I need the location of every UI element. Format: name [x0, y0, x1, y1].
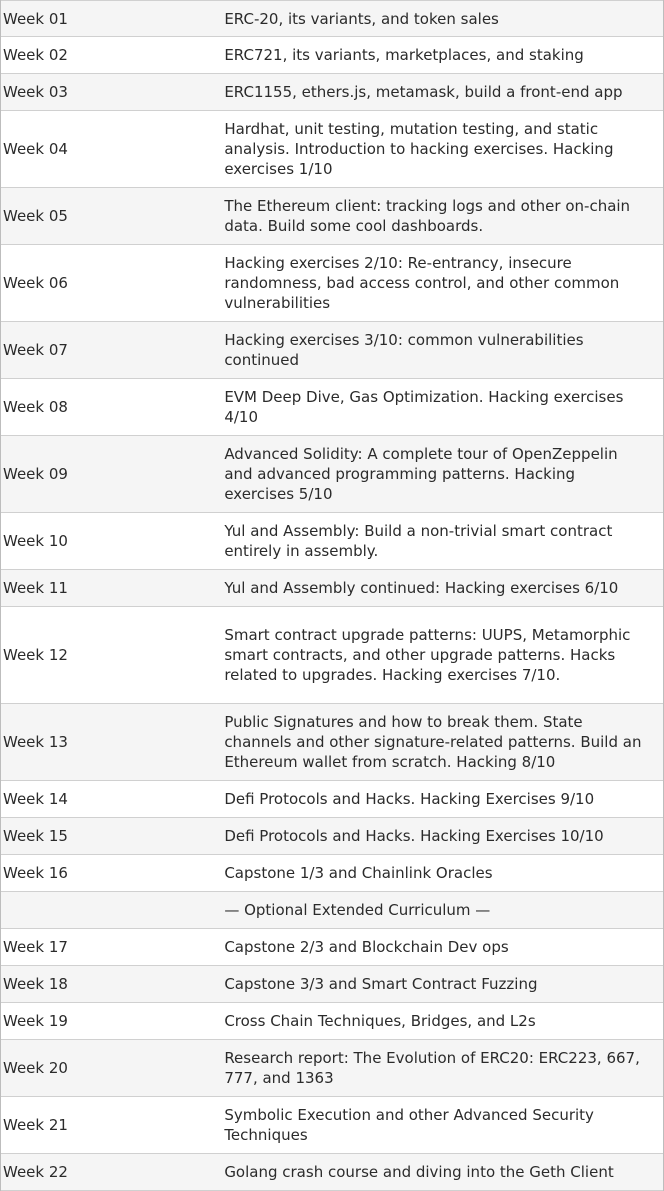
week-cell: Week 22	[3, 1163, 68, 1181]
table-row	[1, 245, 663, 322]
topic-cell: Smart contract upgrade patterns: UUPS, Metamorphic smart contracts, and other upgrade patterns. Hacks related to upgrades. Hacking exercises 7/10.	[224, 626, 631, 684]
table-row	[1, 1040, 663, 1097]
table-row	[1, 0, 663, 37]
topic-cell: Defi Protocols and Hacks. Hacking Exercises 10/10	[224, 827, 604, 845]
week-cell: Week 17	[3, 938, 68, 956]
topic-cell: Symbolic Execution and other Advanced Security Techniques	[224, 1106, 594, 1144]
topic-cell: Yul and Assembly continued: Hacking exercises 6/10	[224, 579, 619, 597]
topic-cell: Capstone 3/3 and Smart Contract Fuzzing	[224, 975, 538, 993]
topic-cell: Hacking exercises 2/10: Re-entrancy, insecure randomness, bad access control, and other common vulnerabilities	[224, 254, 620, 312]
week-cell: Week 19	[3, 1012, 68, 1030]
topic-cell: Defi Protocols and Hacks. Hacking Exercises 9/10	[224, 790, 595, 808]
table-row-section-divider	[1, 892, 663, 929]
table-row	[1, 379, 663, 436]
week-cell: Week 21	[3, 1116, 68, 1134]
week-cell: Week 18	[3, 975, 68, 993]
topic-cell: ERC1155, ethers.js, metamask, build a front-end app	[224, 83, 623, 101]
topic-cell: Public Signatures and how to break them. State channels and other signature-related patterns. Build an Ethereum wallet from scratch. Hacking 8/10	[224, 713, 642, 771]
week-cell: Week 06	[3, 274, 68, 292]
table-row	[1, 1097, 663, 1154]
week-cell: Week 13	[3, 733, 68, 751]
week-cell: Week 08	[3, 398, 68, 416]
week-cell: Week 10	[3, 532, 68, 550]
topic-cell: EVM Deep Dive, Gas Optimization. Hacking exercises 4/10	[224, 388, 624, 426]
week-cell: Week 09	[3, 465, 68, 483]
week-cell: Week 11	[3, 579, 68, 597]
table-row	[1, 513, 663, 570]
table-row	[1, 929, 663, 966]
week-cell: Week 01	[3, 9, 68, 28]
topic-cell: Capstone 1/3 and Chainlink Oracles	[224, 864, 493, 882]
week-cell: Week 03	[3, 83, 68, 101]
topic-cell: ERC-20, its variants, and token sales	[224, 9, 499, 28]
topic-cell: Golang crash course and diving into the Geth Client	[224, 1163, 614, 1181]
table-row	[1, 436, 663, 513]
topic-cell: Cross Chain Techniques, Bridges, and L2s	[224, 1012, 536, 1030]
topic-cell: Hacking exercises 3/10: common vulnerabilities continued	[224, 331, 584, 369]
topic-cell: Hardhat, unit testing, mutation testing, and static analysis. Introduction to hacking exercises. Hacking exercises 1/10	[224, 120, 614, 178]
table-row	[1, 818, 663, 855]
table-row	[1, 1154, 663, 1191]
table-row	[1, 188, 663, 245]
week-cell: Week 02	[3, 46, 68, 64]
table-row	[1, 74, 663, 111]
table-row	[1, 37, 663, 74]
topic-cell: ERC721, its variants, marketplaces, and staking	[224, 46, 584, 64]
table-row	[1, 966, 663, 1003]
topic-cell: Research report: The Evolution of ERC20: ERC223, 667, 777, and 1363	[224, 1049, 640, 1087]
table-row	[1, 704, 663, 781]
topic-cell: Capstone 2/3 and Blockchain Dev ops	[224, 938, 509, 956]
week-cell: Week 05	[3, 207, 68, 225]
table-row	[1, 607, 663, 704]
week-cell: Week 04	[3, 140, 68, 158]
table-row	[1, 781, 663, 818]
week-cell: Week 14	[3, 790, 68, 808]
week-cell: Week 07	[3, 341, 68, 359]
week-cell: Week 16	[3, 864, 68, 882]
table-row	[1, 570, 663, 607]
week-cell: Week 20	[3, 1059, 68, 1077]
table-row	[1, 1003, 663, 1040]
week-cell: Week 15	[3, 827, 68, 845]
topic-cell: Advanced Solidity: A complete tour of OpenZeppelin and advanced programming patterns. Hacking exercises 5/10	[224, 445, 618, 503]
topic-cell: Yul and Assembly: Build a non-trivial smart contract entirely in assembly.	[224, 522, 613, 560]
topic-cell: The Ethereum client: tracking logs and other on-chain data. Build some cool dashboards.	[224, 197, 631, 235]
optional-curriculum-label: — Optional Extended Curriculum —	[224, 901, 491, 919]
week-cell: Week 12	[3, 646, 68, 664]
table-row	[1, 855, 663, 892]
table-row	[1, 111, 663, 188]
table-row	[1, 322, 663, 379]
